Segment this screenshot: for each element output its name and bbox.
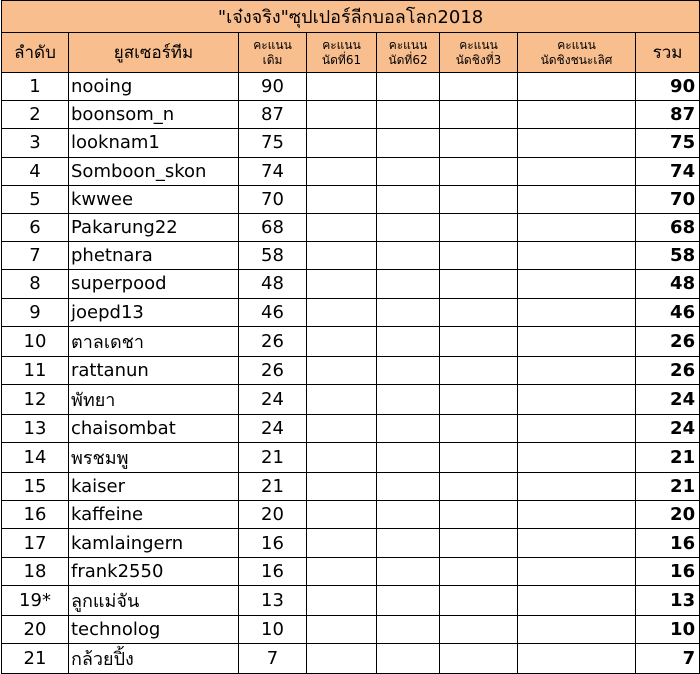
cell-match62[interactable]	[377, 101, 440, 129]
table-row	[2, 326, 700, 356]
cell-final[interactable]	[518, 73, 636, 101]
cell-team[interactable]: Somboon_skon	[69, 157, 239, 185]
cell-final[interactable]	[518, 101, 636, 129]
cell-rank[interactable]: 12	[2, 384, 69, 414]
cell-rank[interactable]: 1	[2, 73, 69, 101]
cell-team[interactable]: kwwee	[69, 185, 239, 213]
cell-final[interactable]	[518, 298, 636, 326]
cell-third-place[interactable]	[440, 270, 518, 298]
cell-third-place[interactable]	[440, 473, 518, 501]
cell-total[interactable]: 74	[636, 157, 700, 185]
cell-third-place[interactable]	[440, 101, 518, 129]
cell-match62[interactable]	[377, 157, 440, 185]
cell-team[interactable]: looknam1	[69, 129, 239, 157]
cell-third-place[interactable]	[440, 414, 518, 442]
cell-third-place[interactable]	[440, 443, 518, 473]
cell-base[interactable]: 16	[239, 529, 307, 557]
cell-match62[interactable]	[377, 414, 440, 442]
cell-third-place[interactable]	[440, 129, 518, 157]
cell-match61[interactable]	[307, 157, 377, 185]
header-base[interactable]	[239, 33, 307, 73]
cell-total[interactable]: 58	[636, 242, 700, 270]
cell-third-place[interactable]	[440, 157, 518, 185]
table-row	[2, 384, 700, 414]
cell-match61[interactable]	[307, 529, 377, 557]
cell-third-place[interactable]	[440, 585, 518, 615]
cell-match62[interactable]	[377, 529, 440, 557]
header-team[interactable]: ยูสเซอร์ทีม	[69, 33, 239, 73]
header-match62[interactable]	[377, 33, 440, 73]
cell-total[interactable]: 75	[636, 129, 700, 157]
cell-team[interactable]: ตาลเดชา	[69, 326, 239, 356]
cell-team[interactable]: nooing	[69, 73, 239, 101]
table-row	[2, 101, 700, 129]
table-row	[2, 242, 700, 270]
cell-match61[interactable]	[307, 356, 377, 384]
cell-third-place[interactable]	[440, 529, 518, 557]
table-row	[2, 473, 700, 501]
cell-match61[interactable]	[307, 557, 377, 585]
cell-match62[interactable]	[377, 73, 440, 101]
cell-rank[interactable]: 6	[2, 213, 69, 241]
cell-team[interactable]: technolog	[69, 615, 239, 643]
cell-final[interactable]	[518, 473, 636, 501]
cell-third-place[interactable]	[440, 557, 518, 585]
cell-total[interactable]: 24	[636, 384, 700, 414]
cell-team[interactable]: พัทยา	[69, 384, 239, 414]
cell-match62[interactable]	[377, 644, 440, 674]
cell-final[interactable]	[518, 356, 636, 384]
table-row	[2, 129, 700, 157]
cell-total[interactable]: 87	[636, 101, 700, 129]
cell-rank[interactable]: 16	[2, 501, 69, 529]
cell-total[interactable]: 26	[636, 326, 700, 356]
cell-rank[interactable]: 7	[2, 242, 69, 270]
cell-base[interactable]: 75	[239, 129, 307, 157]
cell-rank[interactable]: 17	[2, 529, 69, 557]
header-final-line1: คะแนน	[557, 37, 596, 52]
cell-rank[interactable]: 14	[2, 443, 69, 473]
cell-match61[interactable]	[307, 384, 377, 414]
cell-rank[interactable]: 4	[2, 157, 69, 185]
cell-total[interactable]: 7	[636, 644, 700, 674]
cell-match61[interactable]	[307, 298, 377, 326]
cell-third-place[interactable]	[440, 213, 518, 241]
cell-match61[interactable]	[307, 73, 377, 101]
table-row	[2, 185, 700, 213]
table-row	[2, 644, 700, 674]
cell-base[interactable]: 68	[239, 213, 307, 241]
cell-base[interactable]: 58	[239, 242, 307, 270]
cell-final[interactable]	[518, 585, 636, 615]
cell-base[interactable]: 90	[239, 73, 307, 101]
cell-base[interactable]: 24	[239, 414, 307, 442]
cell-match61[interactable]	[307, 414, 377, 442]
cell-third-place[interactable]	[440, 73, 518, 101]
cell-final[interactable]	[518, 326, 636, 356]
cell-final[interactable]	[518, 129, 636, 157]
cell-rank[interactable]: 20	[2, 615, 69, 643]
cell-match61[interactable]	[307, 213, 377, 241]
cell-base[interactable]: 26	[239, 356, 307, 384]
header-final-line2: นัดชิงชนะเลิศ	[540, 52, 613, 67]
cell-base[interactable]: 7	[239, 644, 307, 674]
table-row	[2, 529, 700, 557]
table-row	[2, 414, 700, 442]
header-match61-line1: คะแนน	[322, 37, 361, 52]
cell-match62[interactable]	[377, 384, 440, 414]
cell-third-place[interactable]	[440, 356, 518, 384]
cell-rank[interactable]: 21	[2, 644, 69, 674]
cell-base[interactable]: 70	[239, 185, 307, 213]
cell-match62[interactable]	[377, 557, 440, 585]
cell-team[interactable]: frank2550	[69, 557, 239, 585]
table-row	[2, 157, 700, 185]
cell-team[interactable]: superpood	[69, 270, 239, 298]
header-final[interactable]	[518, 33, 636, 73]
cell-final[interactable]	[518, 644, 636, 674]
cell-rank[interactable]: 10	[2, 326, 69, 356]
cell-total[interactable]: 21	[636, 443, 700, 473]
cell-team[interactable]: kaffeine	[69, 501, 239, 529]
cell-final[interactable]	[518, 242, 636, 270]
table-row	[2, 270, 700, 298]
table-row	[2, 356, 700, 384]
header-row	[2, 33, 700, 73]
cell-base[interactable]: 20	[239, 501, 307, 529]
header-total[interactable]: รวม	[636, 33, 700, 73]
header-match61-line2: นัดที่61	[321, 52, 362, 67]
cell-final[interactable]	[518, 270, 636, 298]
cell-match61[interactable]	[307, 585, 377, 615]
cell-third-place[interactable]	[440, 298, 518, 326]
header-base-line1: คะแนน	[253, 37, 292, 52]
cell-match61[interactable]	[307, 473, 377, 501]
cell-rank[interactable]: 13	[2, 414, 69, 442]
cell-match61[interactable]	[307, 615, 377, 643]
cell-final[interactable]	[518, 557, 636, 585]
cell-team[interactable]: kaiser	[69, 473, 239, 501]
cell-match62[interactable]	[377, 473, 440, 501]
header-match61[interactable]	[307, 33, 377, 73]
cell-third-place[interactable]	[440, 501, 518, 529]
cell-match62[interactable]	[377, 298, 440, 326]
cell-rank[interactable]: 15	[2, 473, 69, 501]
cell-total[interactable]: 26	[636, 356, 700, 384]
cell-match62[interactable]	[377, 443, 440, 473]
cell-third-place[interactable]	[440, 384, 518, 414]
cell-team[interactable]: joepd13	[69, 298, 239, 326]
cell-team[interactable]: boonsom_n	[69, 101, 239, 129]
cell-base[interactable]: 16	[239, 557, 307, 585]
cell-base[interactable]: 24	[239, 384, 307, 414]
cell-total[interactable]: 21	[636, 473, 700, 501]
cell-match62[interactable]	[377, 213, 440, 241]
cell-third-place[interactable]	[440, 185, 518, 213]
cell-match62[interactable]	[377, 585, 440, 615]
cell-team[interactable]: chaisombat	[69, 414, 239, 442]
table-row	[2, 615, 700, 643]
cell-team[interactable]: kamlaingern	[69, 529, 239, 557]
cell-rank[interactable]: 5	[2, 185, 69, 213]
table-row	[2, 213, 700, 241]
cell-match62[interactable]	[377, 326, 440, 356]
table-row	[2, 501, 700, 529]
cell-rank[interactable]: 19*	[2, 585, 69, 615]
header-third-place[interactable]	[440, 33, 518, 73]
cell-base[interactable]: 87	[239, 101, 307, 129]
table-body	[2, 1, 700, 674]
cell-base[interactable]: 10	[239, 615, 307, 643]
cell-rank[interactable]: 3	[2, 129, 69, 157]
cell-match62[interactable]	[377, 615, 440, 643]
cell-match62[interactable]	[377, 242, 440, 270]
cell-match61[interactable]	[307, 129, 377, 157]
header-third-place-line1: คะแนน	[459, 37, 498, 52]
cell-match61[interactable]	[307, 326, 377, 356]
cell-base[interactable]: 46	[239, 298, 307, 326]
cell-final[interactable]	[518, 501, 636, 529]
table-row	[2, 298, 700, 326]
cell-total[interactable]: 90	[636, 73, 700, 101]
header-base-line2: เดิม	[262, 52, 283, 67]
cell-match61[interactable]	[307, 501, 377, 529]
table-row	[2, 73, 700, 101]
header-match62-line1: คะแนน	[388, 37, 428, 52]
cell-final[interactable]	[518, 384, 636, 414]
cell-base[interactable]: 13	[239, 585, 307, 615]
cell-total[interactable]: 48	[636, 270, 700, 298]
cell-total[interactable]: 68	[636, 213, 700, 241]
title-row	[2, 1, 700, 33]
cell-match62[interactable]	[377, 185, 440, 213]
cell-final[interactable]	[518, 529, 636, 557]
cell-team[interactable]: rattanun	[69, 356, 239, 384]
cell-base[interactable]: 26	[239, 326, 307, 356]
cell-match61[interactable]	[307, 270, 377, 298]
cell-final[interactable]	[518, 443, 636, 473]
cell-team[interactable]: Pakarung22	[69, 213, 239, 241]
cell-base[interactable]: 74	[239, 157, 307, 185]
table-row	[2, 557, 700, 585]
cell-rank[interactable]: 2	[2, 101, 69, 129]
table-row	[2, 585, 700, 615]
cell-total[interactable]: 20	[636, 501, 700, 529]
cell-team[interactable]: phetnara	[69, 242, 239, 270]
cell-final[interactable]	[518, 157, 636, 185]
cell-match62[interactable]	[377, 501, 440, 529]
cell-team[interactable]: พรชมพู	[69, 443, 239, 473]
header-match62-line2: นัดที่62	[388, 52, 428, 67]
cell-final[interactable]	[518, 213, 636, 241]
cell-match62[interactable]	[377, 129, 440, 157]
cell-third-place[interactable]	[440, 242, 518, 270]
cell-base[interactable]: 21	[239, 443, 307, 473]
cell-base[interactable]: 21	[239, 473, 307, 501]
standings-table	[1, 0, 700, 674]
cell-final[interactable]	[518, 414, 636, 442]
cell-rank[interactable]: 11	[2, 356, 69, 384]
cell-final[interactable]	[518, 615, 636, 643]
sheet-title[interactable]: "เจ๋งจริง"ซุปเปอร์ลีกบอลโลก2018	[2, 1, 700, 33]
cell-rank[interactable]: 18	[2, 557, 69, 585]
cell-match61[interactable]	[307, 644, 377, 674]
cell-match62[interactable]	[377, 356, 440, 384]
cell-total[interactable]: 16	[636, 529, 700, 557]
cell-match61[interactable]	[307, 185, 377, 213]
cell-match61[interactable]	[307, 101, 377, 129]
cell-rank[interactable]: 8	[2, 270, 69, 298]
cell-third-place[interactable]	[440, 644, 518, 674]
cell-match62[interactable]	[377, 270, 440, 298]
header-third-place-line2: นัดชิงที่3	[455, 52, 502, 67]
cell-match61[interactable]	[307, 443, 377, 473]
table-row	[2, 443, 700, 473]
cell-match61[interactable]	[307, 242, 377, 270]
cell-total[interactable]: 13	[636, 585, 700, 615]
cell-team[interactable]: กล้วยปิ้ง	[69, 644, 239, 674]
cell-total[interactable]: 70	[636, 185, 700, 213]
cell-third-place[interactable]	[440, 326, 518, 356]
cell-final[interactable]	[518, 185, 636, 213]
cell-third-place[interactable]	[440, 615, 518, 643]
cell-total[interactable]: 16	[636, 557, 700, 585]
cell-rank[interactable]: 9	[2, 298, 69, 326]
cell-total[interactable]: 10	[636, 615, 700, 643]
header-rank[interactable]: ลำดับ	[2, 33, 69, 73]
cell-team[interactable]: ลูกแม่จัน	[69, 585, 239, 615]
cell-base[interactable]: 48	[239, 270, 307, 298]
cell-total[interactable]: 46	[636, 298, 700, 326]
cell-total[interactable]: 24	[636, 414, 700, 442]
